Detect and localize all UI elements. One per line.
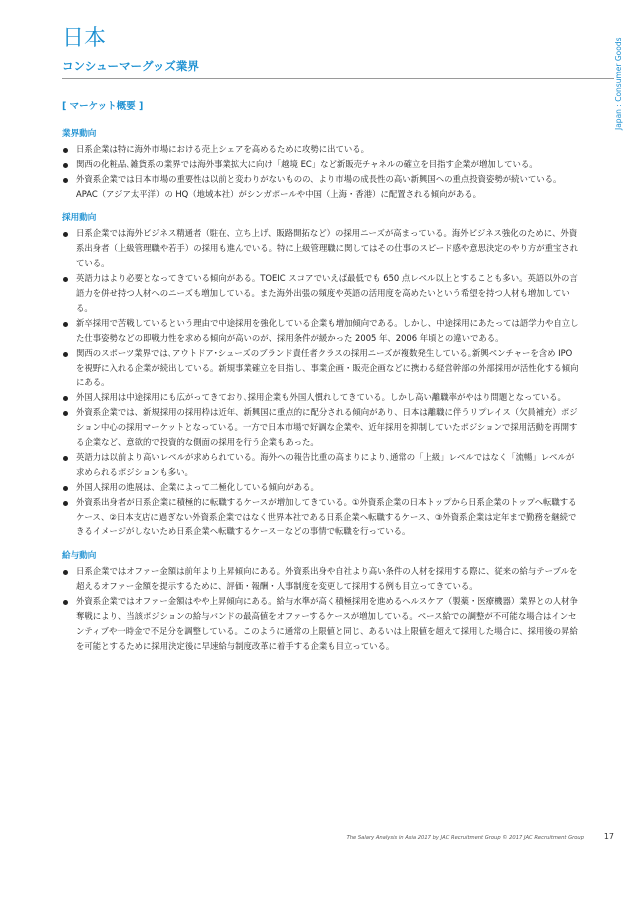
list-item-text: 外資系企業では日本市場の重要性は以前と変わりがないものの、より市場の成長性の高い新興国への重点投資姿勢が続いている。APAC（アジア太平洋）の HQ（地域本社）がシンガポールや中国（上海・香港）に配置される傾向がある。	[76, 173, 562, 199]
section-heading: 採用動向	[62, 213, 97, 224]
section-salary-trends	[62, 549, 582, 653]
bullet-icon	[63, 352, 68, 357]
bullet-list	[62, 226, 582, 539]
page-number: 17	[603, 832, 614, 841]
list-item-text: 外資系企業ではオファー金額はやや上昇傾向にある。給与水準が高く積極採用を進めるヘルスケア（製薬・医療機器）業界との人材争奪戦により、当該ポジションの給与バンドの最高値をオファーするケースが増加している。ベース給での調整が不可能な場合はインセンティブや一時金で不足分を調整している。このように通常の上限値と同じ、あるいは上限値を超えて採用した場合に、採用後の昇給を可能とするために採用決定後に早速給与制度改革に着手する企業も目立っている。	[76, 596, 578, 651]
header-divider	[62, 78, 614, 79]
list-item-text: 英語力は以前より高いレベルが求められている。海外への報告比重の高まりにより､通常の「上級」レベルではなく「流暢」レベルが求められるポジションも多い。	[76, 451, 575, 477]
list-item	[62, 495, 582, 540]
page-subtitle: コンシューマーグッズ業界	[62, 59, 199, 73]
section-hiring-trends	[62, 211, 582, 539]
bullet-icon	[63, 232, 68, 237]
section-industry-trends	[62, 127, 582, 202]
bullet-icon	[63, 178, 68, 183]
list-item	[62, 271, 582, 316]
footer-credit: The Salary Analysis in Asia 2017 by JAC Recruitment Group © 2017 JAC Recruitment Group	[346, 835, 584, 841]
bullet-icon	[63, 570, 68, 575]
list-item	[62, 157, 582, 172]
list-item-text: 日系企業では海外ビジネス精通者（駐在、立ち上げ、販路開拓など）の採用ニーズが高まっている。海外ビジネス強化のために、外資系出身者（上級管理職や若手）の採用も進んでいる。特に上級管理職に関してはその仕事のスピード感や意思決定のやり方が重宝されている。	[76, 228, 579, 269]
list-item-text: 外資系企業では、新規採用の採用枠は近年、新興国に重点的に配分される傾向があり、日本は離職に伴うリプレイス（欠員補充）ポジション中心の採用マーケットとなっている。一方で日本市場で好調な企業や、近年採用を抑制していたポジションで採用活動を再開する企業など、意欲的で投資的な側面の採用を行う企業もあった。	[76, 407, 578, 448]
list-item-text: 英語力はより必要となってきている傾向がある。TOEIC スコアでいえば最低でも 650 点レベル以上とすることも多い。英語以外の言語力を併せ持つ人材へのニーズも増加している。また海外出張の頻度や英語の活用度を高めたいという希望を持つ人材も増加している。	[76, 273, 578, 313]
section-heading: 業界動向	[62, 128, 97, 139]
content-body	[62, 100, 582, 664]
side-label	[612, 18, 626, 130]
side-label-text: Japan : Consumer Goods	[614, 37, 623, 130]
list-item	[62, 405, 582, 450]
list-item	[62, 480, 582, 495]
bullet-icon	[63, 456, 68, 461]
bullet-icon	[63, 501, 68, 506]
list-item	[62, 316, 582, 346]
list-item	[62, 390, 582, 405]
list-item	[62, 594, 582, 654]
bullet-icon	[63, 486, 68, 491]
list-item	[62, 346, 582, 391]
bullet-icon	[63, 600, 68, 605]
list-item-text: 日系企業ではオファー金額は前年より上昇傾向にある。外資系出身や自社より高い条件の人材を採用する際に、従来の給与テーブルを超えるオファー金額を提示するために、評価・報酬・人事制度を変更して採用する例も目立ってきている。	[76, 566, 578, 592]
bullet-icon	[63, 396, 68, 401]
list-item-text: 関西のスポーツ業界では､アウトドア･シューズのブランド責任者クラスの採用ニーズが複数発生している｡新興ベンチャーを含め IPO を視野に入れる企業が続出している。新規事業確立を目指し、事業企画・販売企画などに携わる経営幹部の外部採用が活性化する傾向にある。	[76, 347, 579, 388]
list-item-text: 日系企業は特に海外市場における売上シェアを高めるために攻勢に出ている。	[76, 143, 369, 154]
page-title: 日本	[62, 26, 107, 51]
list-item	[62, 142, 582, 157]
list-item	[62, 172, 582, 202]
section-tag: [ マーケット概要 ]	[62, 101, 144, 112]
list-item-text: 外国人採用の進展は、企業によって二極化している傾向がある。	[76, 481, 319, 492]
bullet-icon	[63, 322, 68, 327]
section-heading: 給与動向	[62, 551, 97, 562]
list-item	[62, 226, 582, 271]
list-item	[62, 564, 582, 594]
bullet-list	[62, 564, 582, 653]
bullet-list	[62, 142, 582, 202]
list-item-text: 外資系出身者が日系企業に積極的に転職するケースが増加してきている。①外資系企業の日本トップから日系企業のトップへ転職するケース、②日本支店に過ぎない外資系企業ではなく世界本社である日系企業へ転職するケース、③外資系企業は定年まで勤務を継続できるイメージがしないため日系企業へ転職するケース－などの事情で転職を行っている。	[76, 496, 577, 537]
bullet-icon	[63, 148, 68, 153]
bullet-icon	[63, 277, 68, 282]
list-item-text: 外国人採用は中途採用にも広がってきており､採用企業も外国人慣れしてきている。しかし高い離職率がやはり問題となっている。	[76, 392, 566, 403]
list-item	[62, 450, 582, 480]
list-item-text: 新卒採用で苦戦しているという理由で中途採用を強化している企業も増加傾向である。しかし、中途採用にあたっては語学力や自立した仕事姿勢などの即戦力性を求める傾向が高いのが、採用条件が緩かった 2005 年、2006 年頃との違いである。	[76, 317, 579, 343]
bullet-icon	[63, 163, 68, 168]
bullet-icon	[63, 411, 68, 416]
list-item-text: 関西の化粧品､雑貨系の業界では海外事業拡大に向け「越境 EC」など新販売チャネルの確立を目指す企業が増加している。	[76, 158, 538, 169]
